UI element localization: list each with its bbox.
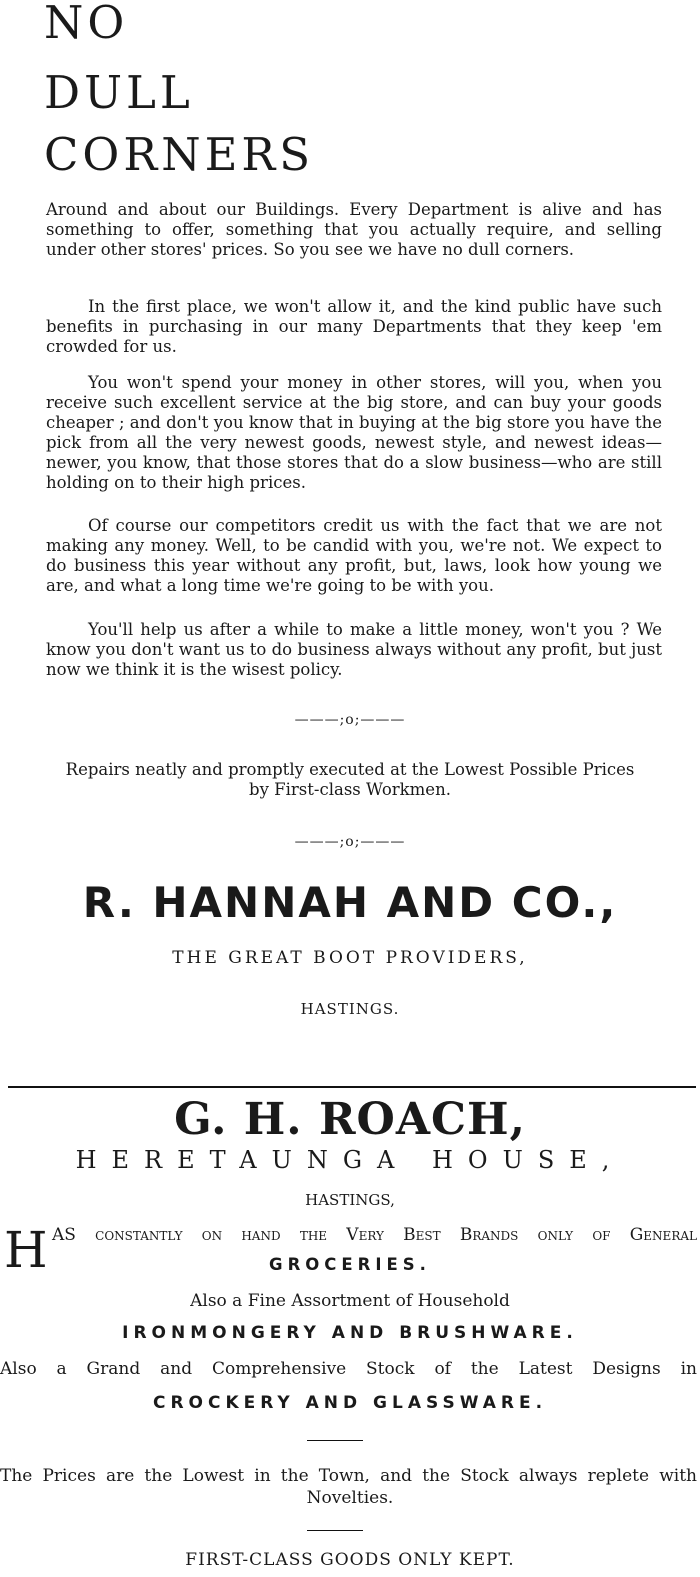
headline-line-2: DULL: [44, 66, 194, 119]
paragraph-5: You'll help us after a while to make a little money, won't you ? We know you don't want us to do business always without any profit, but just now we think it is the wisest policy.: [46, 620, 662, 679]
groceries-heading: GROCERIES.: [269, 1255, 431, 1274]
short-divider: [307, 1530, 363, 1531]
ornament-divider: ———;o;———: [294, 712, 406, 728]
roach-line-2: Also a Fine Assortment of Household: [190, 1291, 510, 1311]
repairs-line-2: by First-class Workmen.: [249, 780, 451, 799]
ironmongery-heading: IRONMONGERY AND BRUSHWARE.: [122, 1323, 578, 1343]
crockery-heading: CROCKERY AND GLASSWARE.: [152, 1393, 548, 1413]
short-divider: [307, 1440, 363, 1441]
roach-line-1: AS constantly on hand the Very Best Brands only of General: [52, 1225, 697, 1245]
drop-cap: H: [4, 1221, 48, 1279]
roach-location: HASTINGS,: [305, 1191, 395, 1209]
roach-line-3: Also a Grand and Comprehensive Stock of the Latest Designs in: [0, 1359, 697, 1379]
repairs-line-1: Repairs neatly and promptly executed at the Lowest Possible Prices: [65, 760, 635, 779]
paragraph-4: Of course our competitors credit us with the fact that we are not making any money. Well, to be candid with you, we're not. We expect to do business this year without any profit, but, laws, look how young we are, and what a long time we're going to be with you.: [46, 516, 662, 595]
paragraph-1: Around and about our Buildings. Every Department is alive and has something to offer, something that you actually require, and selling under other stores' prices. So you see we have no dull corners.: [46, 200, 662, 259]
roach-house-name: HERETAUNGA HOUSE,: [75, 1146, 625, 1174]
paragraph-2: In the first place, we won't allow it, and the kind public have such benefits in purchasing in our many Departments that they keep 'em crowded for us.: [46, 297, 662, 356]
ornament-divider: ———;o;———: [294, 834, 406, 850]
hannah-tagline: THE GREAT BOOT PROVIDERS,: [172, 948, 528, 968]
footer-line: FIRST-CLASS GOODS ONLY KEPT.: [185, 1550, 515, 1570]
paragraph-3: You won't spend your money in other stores, will you, when you receive such excellent service at the big store, and can buy your goods cheaper ; and don't you know that in buying at the big store you have the pick from all the very newest goods, newest style, and newest ideas—newer, you know, that those stores that do a slow business—who are still holding on to their high prices.: [46, 373, 662, 492]
roach-company-name: G. H. ROACH,: [174, 1094, 526, 1145]
prices-line-1: The Prices are the Lowest in the Town, and the Stock always replete with: [0, 1466, 697, 1486]
hannah-company-name: R. HANNAH AND CO.,: [82, 878, 618, 927]
hannah-location: HASTINGS.: [300, 1000, 400, 1018]
section-divider: [8, 1086, 696, 1088]
prices-line-2: Novelties.: [306, 1488, 394, 1508]
headline-line-3: CORNERS: [44, 128, 315, 181]
headline-line-1: NO: [44, 0, 129, 49]
